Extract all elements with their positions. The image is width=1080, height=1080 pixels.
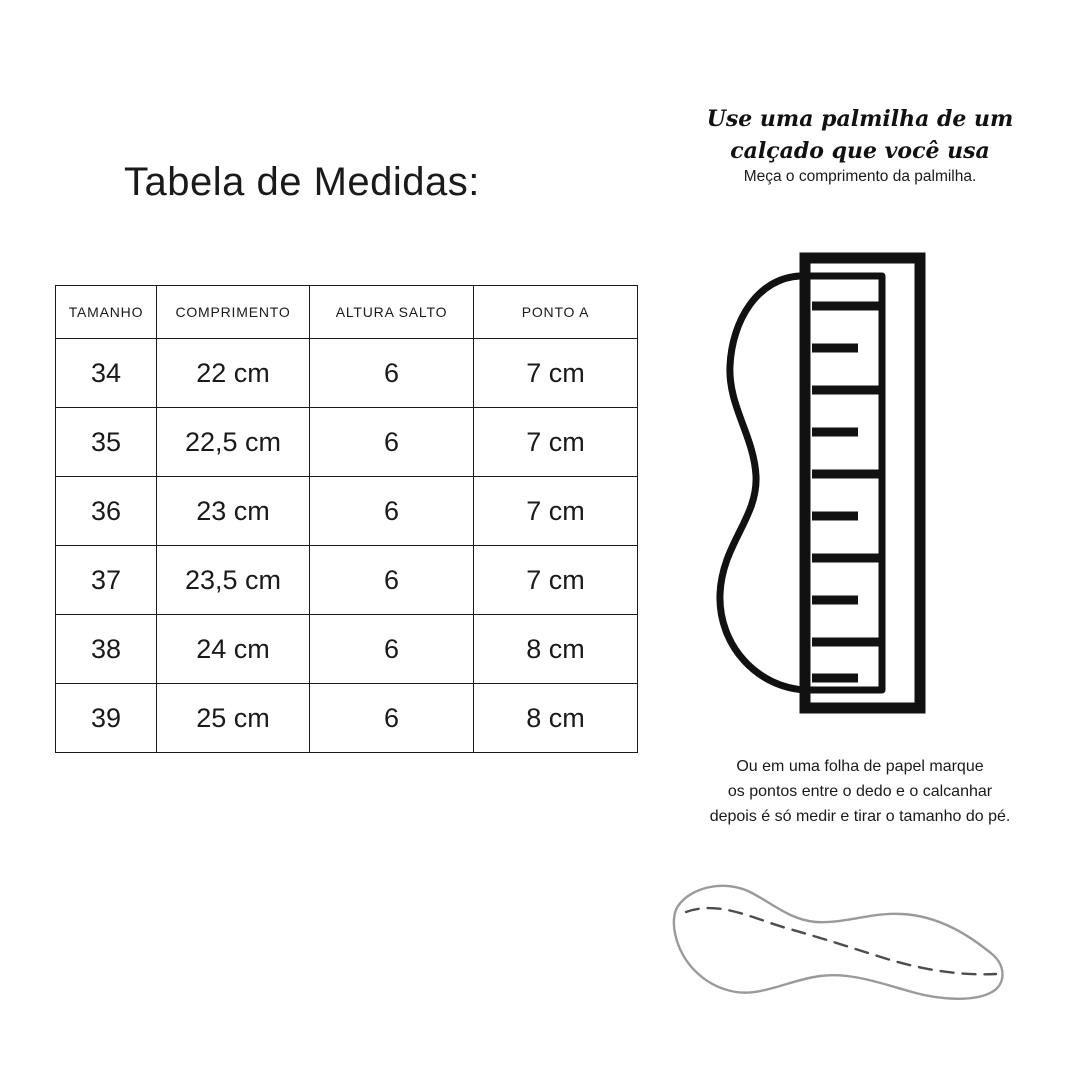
cell-altura-salto: 6 <box>310 615 474 684</box>
cell-comprimento: 25 cm <box>157 684 310 753</box>
cell-ponto-a: 7 cm <box>474 477 638 546</box>
insole-heading-line1: Use uma palmilha de um <box>706 106 1014 132</box>
table-row <box>56 477 638 546</box>
ruler-ticks <box>812 306 882 678</box>
foot-outline-dashed-illustration <box>640 860 1080 1040</box>
cell-tamanho: 39 <box>56 684 157 753</box>
table-row <box>56 684 638 753</box>
cell-altura-salto: 6 <box>310 684 474 753</box>
cell-comprimento: 24 cm <box>157 615 310 684</box>
table-row <box>56 615 638 684</box>
instructions-panel <box>640 0 1080 1080</box>
insole-instruction-subheading: Meça o comprimento da palmilha. <box>743 168 977 185</box>
table-header-row <box>56 286 638 339</box>
column-header-tamanho: TAMANHO <box>56 286 157 339</box>
cell-ponto-a: 7 cm <box>474 408 638 477</box>
table-row <box>56 546 638 615</box>
paper-measure-note <box>640 755 1080 829</box>
page-title: Tabela de Medidas: <box>124 160 480 204</box>
paper-note-line3: depois é só medir e tirar o tamanho do pé. <box>709 807 1011 825</box>
cell-ponto-a: 8 cm <box>474 615 638 684</box>
column-header-altura-salto: ALTURA SALTO <box>310 286 474 339</box>
cell-tamanho: 38 <box>56 615 157 684</box>
cell-comprimento: 22 cm <box>157 339 310 408</box>
cell-ponto-a: 7 cm <box>474 339 638 408</box>
paper-note-line1: Ou em uma folha de papel marque <box>736 758 984 775</box>
insole-instruction-heading <box>640 104 1080 168</box>
column-header-ponto-a: PONTO A <box>474 286 638 339</box>
cell-ponto-a: 7 cm <box>474 546 638 615</box>
insole-heading-line2: calçado que você usa <box>730 137 990 164</box>
cell-ponto-a: 8 cm <box>474 684 638 753</box>
cell-comprimento: 23,5 cm <box>157 546 310 615</box>
cell-comprimento: 23 cm <box>157 477 310 546</box>
cell-altura-salto: 6 <box>310 546 474 615</box>
size-chart-table <box>55 285 638 753</box>
column-header-comprimento: COMPRIMENTO <box>157 286 310 339</box>
cell-altura-salto: 6 <box>310 339 474 408</box>
paper-note-line2: os pontos entre o dedo e o calcanhar <box>727 782 993 800</box>
cell-tamanho: 36 <box>56 477 157 546</box>
cell-altura-salto: 6 <box>310 408 474 477</box>
cell-tamanho: 37 <box>56 546 157 615</box>
foot-measure-dashed-line <box>686 908 996 974</box>
cell-tamanho: 35 <box>56 408 157 477</box>
cell-tamanho: 34 <box>56 339 157 408</box>
cell-comprimento: 22,5 cm <box>157 408 310 477</box>
table-row <box>56 408 638 477</box>
table-row <box>56 339 638 408</box>
insole-with-ruler-illustration <box>650 238 1070 728</box>
cell-altura-salto: 6 <box>310 477 474 546</box>
